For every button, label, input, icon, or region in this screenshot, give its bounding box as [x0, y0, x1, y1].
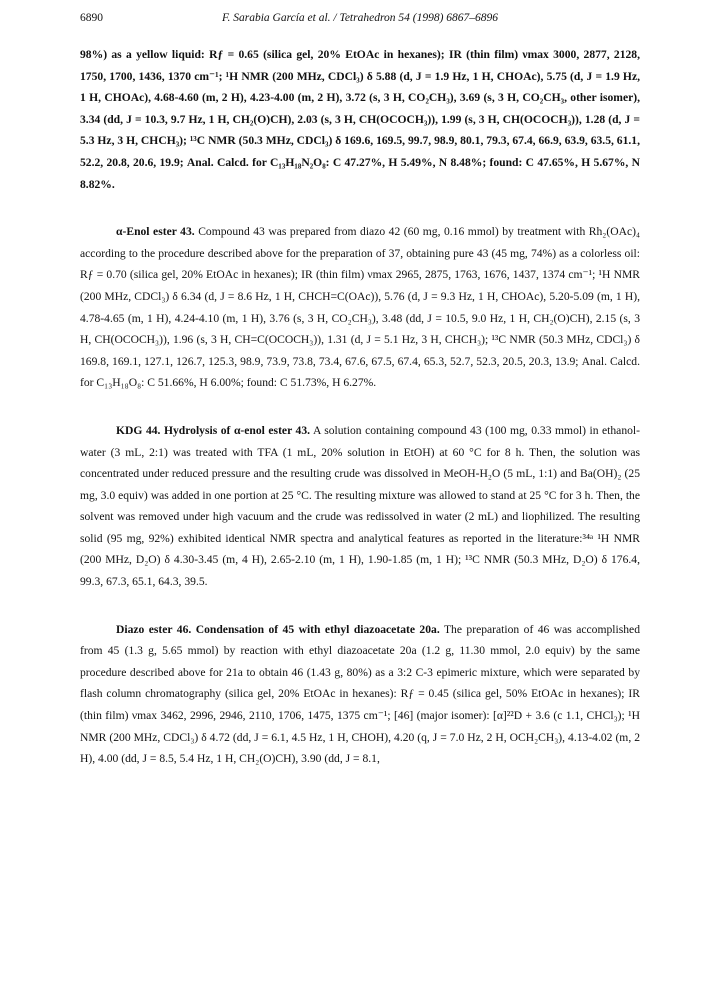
article-body: [80, 44, 640, 770]
paragraph-heading: α-Enol ester 43.: [116, 225, 195, 239]
paragraph-text: 98%) as a yellow liquid: Rƒ = 0.65 (silica gel, 20% EtOAc in hexanes); IR (thin film) νmax 3000, 2877, 2128, 1750, 1700, 1436, 1370 cm⁻¹; ¹H NMR (200 MHz, CDCl₃) δ 5.88 (d, J = 1.9 Hz, 1 H, CHOAc), 5.75 (d, J = 1.9 Hz, 1 H, CHOAc), 4.68-4.60 (m, 2 H), 4.23-4.00 (m, 2 H), 3.72 (s, 3 H, CO₂CH₃), 3.69 (s, 3 H, CO₂CH₃, other isomer), 3.34 (dd, J = 10.3, 9.7 Hz, 1 H, CH₂(O)CH), 2.03 (s, 3 H, CH(OCOCH₃)), 1.99 (s, 3 H, CH(OCOCH₃)), 1.28 (d, J = 5.3 Hz, 3 H, CHCH₃); ¹³C NMR (50.3 MHz, CDCl₃) δ 169.6, 169.5, 99.7, 98.9, 80.1, 79.3, 67.4, 66.9, 63.9, 63.5, 61.1, 52.2, 20.8, 20.6, 19.9; Anal. Calcd. for C₁₃H₁₈N₂O₈: C 47.27%, H 5.49%, N 8.48%; found: C 47.65%, H 5.67%, N 8.82%.: [80, 48, 640, 191]
paragraph-diazo-ester-46: [80, 619, 640, 770]
paragraph-heading: Diazo ester 46. Condensation of 45 with ethyl diazoacetate 20a.: [116, 622, 440, 636]
running-head: [80, 12, 640, 30]
paragraph-text: The preparation of 46 was accomplished from 45 (1.3 g, 5.65 mmol) by reaction with ethyl diazoacetate 20a (1.2 g, 11.30 mmol, 2.0 equiv) by the same procedure described above for 21a to obtain 46 (1.43 g, 80%) as a 3:2 C-3 epimeric mixture, which were separated by flash column chromatography (silica gel, 20% EtOAc in hexanes): Rƒ = 0.45 (silica gel, 50% EtOAc in hexanes); IR (thin film) νmax 3462, 2996, 2946, 2110, 1706, 1475, 1375 cm⁻¹; [46] (major isomer): [α]²²D + 3.6 (c 1.1, CHCl₃); ¹H NMR (200 MHz, CDCl₃) δ 4.72 (dd, J = 6.1, 4.5 Hz, 1 H, CHOH), 4.20 (q, J = 7.0 Hz, 2 H, OCH₂CH₃), 4.13-4.02 (m, 2 H), 4.00 (dd, J = 8.5, 5.4 Hz, 1 H, CH₂(O)CH), 3.90 (dd, J = 8.1,: [80, 622, 640, 766]
journal-reference: F. Sarabia García et al. / Tetrahedron 54 (1998) 6867–6896: [221, 12, 499, 24]
paragraph-heading: KDG 44. Hydrolysis of α-enol ester 43.: [116, 423, 311, 437]
page-number: 6890: [80, 12, 103, 24]
paragraph-continued-data: [80, 44, 640, 195]
paragraph-text: A solution containing compound 43 (100 mg, 0.33 mmol) in ethanol-water (3 mL, 2:1) was treated with TFA (1 mL, 20% solution in EtOH) at 60 °C for 8 h. Then, the solution was concentrated under reduced pressure and the resulting crude was dissolved in MeOH-H₂O (5 mL, 1:1) and Ba(OH)₂ (25 mg, 3.0 equiv) was added in one portion at 25 °C. The resulting mixture was allowed to stand at 25 °C for 3 h. Then, the solvent was removed under high vacuum and the crude was redissolved in water (2 mL) and liophilized. The resulting solid (95 mg, 92%) exhibited identical NMR spectra and analytical features as reported in the literature:³⁴ᵃ ¹H NMR (200 MHz, D₂O) δ 4.30-3.45 (m, 4 H), 2.65-2.10 (m, 1 H), 1.90-1.85 (m, 1 H); ¹³C NMR (50.3 MHz, D₂O) δ 176.4, 99.3, 67.3, 65.1, 64.3, 39.5.: [80, 423, 641, 589]
paragraph-kdg-44-hydrolysis: [80, 420, 640, 593]
paragraph-text: Compound 43 was prepared from diazo 42 (60 mg, 0.16 mmol) by treatment with Rh₂(OAc)₄ according to the procedure described above for the preparation of 37, obtaining pure 43 (45 mg, 74%) as a colorless oil: Rƒ = 0.70 (silica gel, 20% EtOAc in hexanes); IR (thin film) νmax 2965, 2875, 1763, 1676, 1437, 1374 cm⁻¹; ¹H NMR (200 MHz, CDCl₃) δ 6.34 (d, J = 8.6 Hz, 1 H, CHCH=C(OAc)), 5.76 (d, J = 9.3 Hz, 1 H, CHOAc), 5.20-5.09 (m, 1 H), 4.78-4.65 (m, 1 H), 4.24-4.10 (m, 1 H), 3.76 (s, 3 H, CO₂CH₃), 3.48 (dd, J = 10.5, 9.0 Hz, 1 H, CH₂(O)CH), 2.15 (s, 3 H, CH(OCOCH₃)), 1.96 (s, 3 H, CH=C(OCOCH₃)), 1.31 (d, J = 5.1 Hz, 3 H, CHCH₃); ¹³C NMR (50.3 MHz, CDCl₃) δ 169.8, 169.1, 127.1, 126.7, 125.3, 98.9, 73.9, 73.8, 73.4, 67.6, 67.5, 67.4, 65.3, 52.7, 52.3, 20.5, 20.3, 13.9; Anal. Calcd. for C₁₃H₁₈O₈: C 51.66%, H 6.00%; found: C 51.73%, H 6.27%.: [80, 225, 641, 390]
paragraph-enol-ester-43: [80, 221, 640, 394]
